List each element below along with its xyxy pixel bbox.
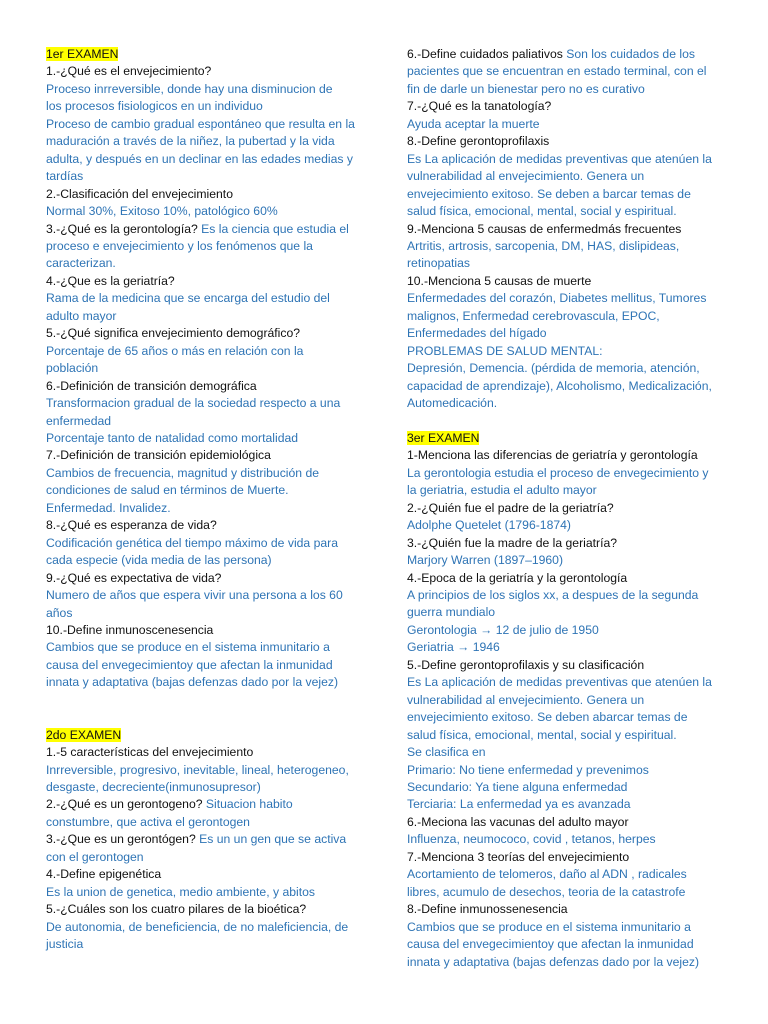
answer-line: Inrreversible, progresivo, inevitable, lineal, heterogeneo, <box>46 762 349 777</box>
answer-line: constumbre, que activa el gerontogen <box>46 814 250 829</box>
answer-line: La gerontologia estudia el proceso de envegecimiento y <box>407 465 709 480</box>
answer-line: justicia <box>46 937 84 952</box>
question-answer-line <box>407 46 725 63</box>
question-answer-line <box>46 221 371 238</box>
answer-line: Porcentaje de 65 años o más en relación con la <box>46 343 304 358</box>
answer-line: tardías <box>46 169 84 184</box>
answer-line: envejecimiento exitoso. Se deben abarcar temas de <box>407 710 688 725</box>
answer-line: retinopatias <box>407 256 471 271</box>
answer-line: adulto mayor <box>46 308 117 323</box>
answer-line: desgaste, decreciente(inmunosupresor) <box>46 780 261 794</box>
answer-line: Cambios que se produce en el sistema inmunitario a <box>407 919 691 934</box>
section-heading <box>46 46 371 63</box>
question-line: 5.-¿Qué significa envejecimiento demográfico? <box>46 326 301 341</box>
answer-line: Proceso de cambio gradual espontáneo que resulta en la <box>46 116 355 131</box>
question-line: 10.-Define inmunoscenesencia <box>46 622 214 637</box>
answer-line: PROBLEMAS DE SALUD MENTAL: <box>407 343 603 358</box>
question-text: 3.-¿Que es un gerontógen? <box>46 832 200 847</box>
question-text: 6.-Define cuidados paliativos <box>407 47 567 61</box>
question-line: 7.-Menciona 3 teorías del envejecimiento <box>407 849 630 864</box>
answer-line: vulnerabilidad al envejecimiento. Genera un <box>407 692 645 707</box>
question-line: 8.-Define gerontoprofilaxis <box>407 134 550 149</box>
question-line: 4.-Epoca de la geriatría y la gerontología <box>407 570 628 585</box>
answer-line: Primario: No tiene enfermedad y prevenimos <box>407 762 649 777</box>
answer-text: Situacion habito <box>205 797 293 812</box>
answer-line: malignos, Enfermedad cerebrovascula, EPOC, <box>407 308 660 323</box>
answer-line: innata y adaptativa (bajas defenzas dado por la vejez) <box>407 954 700 969</box>
answer-line: A principios de los siglos xx, a despues de la segunda <box>407 588 699 603</box>
answer-line: Es La aplicación de medidas preventivas que atenúen la <box>407 151 712 166</box>
answer-line: Acortamiento de telomeros, daño al ADN , radicales <box>407 867 687 882</box>
answer-line: pacientes que se encuentran en estado terminal, con el <box>407 64 707 79</box>
question-line: 8.-¿Qué es esperanza de vida? <box>46 518 217 533</box>
section-heading-text: 1er EXAMEN <box>46 47 119 61</box>
answer-line: causa del envegecimientoy que afectan la inmunidad <box>46 657 333 672</box>
question-line: 4.-Define epigenética <box>46 867 162 882</box>
answer-line: Codificación genética del tiempo máximo de vida para <box>46 535 338 550</box>
right-column <box>407 46 725 971</box>
answer-line: Cambios que se produce en el sistema inmunitario a <box>46 640 330 655</box>
answer-line: enfermedad <box>46 413 112 428</box>
blank-line <box>407 413 725 430</box>
left-column <box>46 46 371 954</box>
question-line: 2.-¿Quién fue el padre de la geriatría? <box>407 500 614 515</box>
answer-line: Geriatria → 1946 <box>407 640 500 655</box>
answer-line: años <box>46 605 73 620</box>
answer-line: población <box>46 361 99 376</box>
answer-line: De autonomia, de beneficiencia, de no maleficiencia, de <box>46 919 349 934</box>
answer-line: cada especie (vida media de las persona) <box>46 553 272 568</box>
section-heading <box>407 430 725 447</box>
answer-line: libres, acumulo de desechos, teoria de la catastrofe <box>407 884 686 899</box>
answer-line: Enfermedad. Invalidez. <box>46 500 171 515</box>
answer-line: Terciaria: La enfermedad ya es avanzada <box>407 797 631 812</box>
answer-line: Artritis, artrosis, sarcopenia, DM, HAS, dislipideas, <box>407 238 680 253</box>
blank-line <box>46 692 371 709</box>
answer-line: envejecimiento exitoso. Se deben a barcar temas de <box>407 186 691 201</box>
question-line: 5.-Define gerontoprofilaxis y su clasificación <box>407 657 645 672</box>
answer-line: maduración a través de la niñez, la pubertad y la vida <box>46 134 335 149</box>
answer-line: Se clasifica en <box>407 745 486 760</box>
answer-line: Proceso inrreversible, donde hay una disminucion de <box>46 81 333 96</box>
answer-line: condiciones de salud en términos de Muerte. <box>46 483 289 498</box>
question-line: 1.-¿Qué es el envejecimiento? <box>46 64 212 79</box>
answer-line: Automedicación. <box>407 396 498 411</box>
question-text: 2.-¿Qué es un gerontogeno? <box>46 797 206 812</box>
answer-line: adulta, y después en un declinar en las edades medias y <box>46 151 353 166</box>
answer-line: la geriatria, estudia el adulto mayor <box>407 483 597 498</box>
answer-line: Transformacion gradual de la sociedad respecto a una <box>46 396 341 411</box>
answer-line: caracterizan. <box>46 256 116 271</box>
section-heading-text: 3er EXAMEN <box>407 430 480 445</box>
section-heading-text: 2do EXAMEN <box>46 727 122 742</box>
answer-line: vulnerabilidad al envejecimiento. Genera un <box>407 169 645 184</box>
question-line: 10.-Menciona 5 causas de muerte <box>407 273 592 288</box>
question-line: 9.-Menciona 5 causas de enfermedmás frecuentes <box>407 221 682 236</box>
answer-line: Secundario: Ya tiene alguna enfermedad <box>407 780 628 795</box>
answer-line: Marjory Warren (1897–1960) <box>407 553 564 568</box>
answer-line: salud física, emocional, mental, social y espiritual. <box>407 204 677 219</box>
answer-line: con el gerontogen <box>46 849 144 864</box>
question-line: 3.-¿Quién fue la madre de la geriatría? <box>407 535 618 550</box>
answer-text: Es la ciencia que estudia el <box>201 221 349 236</box>
question-text: 3.-¿Qué es la gerontología? <box>46 221 202 236</box>
question-line: 7.-¿Qué es la tanatología? <box>407 99 552 114</box>
answer-line: Influenza, neumococo, covid , tetanos, herpes <box>407 832 656 847</box>
answer-line: los procesos fisiologicos en un individuo <box>46 99 263 114</box>
answer-line: Numero de años que espera vivir una persona a los 60 <box>46 588 343 603</box>
answer-line: Ayuda aceptar la muerte <box>407 116 540 131</box>
question-line: 9.-¿Qué es expectativa de vida? <box>46 570 222 585</box>
answer-line: causa del envegecimientoy que afectan la inmunidad <box>407 937 694 952</box>
question-line: 5.-¿Cuáles son los cuatro pilares de la bioética? <box>46 902 307 917</box>
question-answer-line <box>46 831 371 848</box>
answer-line: fin de darle un bienestar pero no es curativo <box>407 81 645 96</box>
question-line: 2.-Clasificación del envejecimiento <box>46 186 233 201</box>
answer-line: Enfermedades del corazón, Diabetes mellitus, Tumores <box>407 291 707 306</box>
answer-line: innata y adaptativa (bajas defenzas dado por la vejez) <box>46 675 339 690</box>
answer-text: Son los cuidados de los <box>566 47 695 61</box>
question-line: 7.-Definición de transición epidemiológica <box>46 448 271 463</box>
answer-line: Gerontologia → 12 de julio de 1950 <box>407 622 599 637</box>
answer-line: guerra mundialo <box>407 605 496 620</box>
answer-line: Depresión, Demencia. (pérdida de memoria, atención, <box>407 361 700 376</box>
answer-text: Es un un gen que se activa <box>199 832 347 847</box>
section-heading <box>46 727 371 744</box>
question-line: 6.-Definición de transición demográfica <box>46 378 257 393</box>
answer-line: salud física, emocional, mental, social y espiritual. <box>407 727 677 742</box>
question-line: 8.-Define inmunossenesencia <box>407 902 568 917</box>
answer-line: Enfermedades del hígado <box>407 326 547 341</box>
answer-line: Es La aplicación de medidas preventivas que atenúen la <box>407 675 712 690</box>
answer-line: proceso e envejecimiento y los fenómenos que la <box>46 238 313 253</box>
answer-line: Adolphe Quetelet (1796-1874) <box>407 518 571 533</box>
question-answer-line <box>46 796 371 813</box>
question-line: 1.-5 características del envejecimiento <box>46 745 254 760</box>
question-line: 6.-Meciona las vacunas del adulto mayor <box>407 814 629 829</box>
answer-line: Es la union de genetica, medio ambiente, y abitos <box>46 884 315 899</box>
question-line: 4.-¿Que es la geriatría? <box>46 273 175 288</box>
answer-line: Cambios de frecuencia, magnitud y distribución de <box>46 465 320 480</box>
answer-line: capacidad de aprendizaje), Alcoholismo, Medicalización, <box>407 378 712 393</box>
answer-line: Porcentaje tanto de natalidad como mortalidad <box>46 430 299 445</box>
answer-line: Normal 30%, Exitoso 10%, patológico 60% <box>46 204 278 219</box>
blank-line <box>46 709 371 726</box>
answer-line: Rama de la medicina que se encarga del estudio del <box>46 291 330 306</box>
question-line: 1-Menciona las diferencias de geriatría y gerontología <box>407 448 698 463</box>
